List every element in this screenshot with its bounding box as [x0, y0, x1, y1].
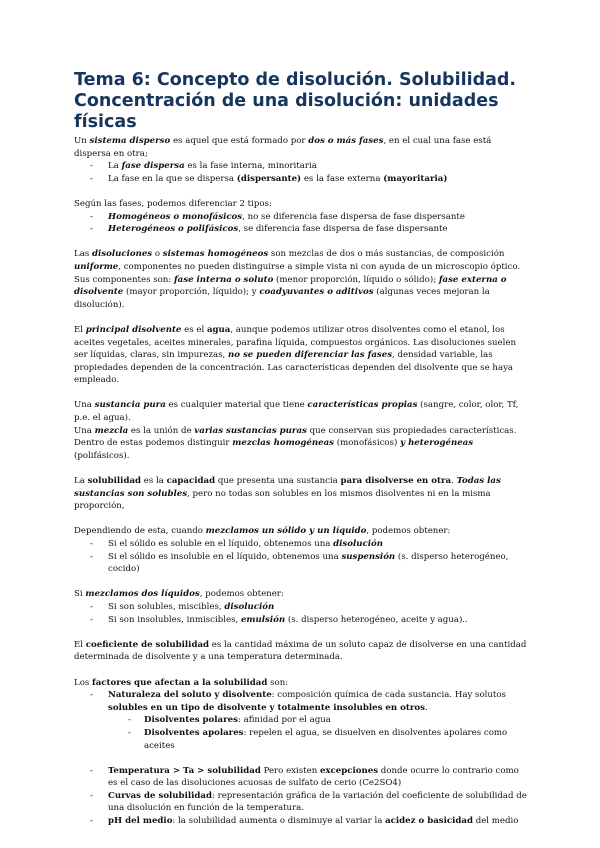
bold-term: disoluciones — [91, 249, 153, 260]
bold-term: coeficiente de solubilidad — [85, 639, 210, 650]
bold-term: pH del medio — [108, 816, 173, 827]
text: , no se diferencia fase dispersa de fase dispersante — [242, 211, 465, 222]
bold-term: Todas las sustancias son solubles — [74, 476, 501, 499]
bold-term: disolución — [224, 601, 275, 612]
paragraph-disolvente — [74, 324, 530, 387]
paragraph-coeficiente — [74, 639, 530, 664]
bold-term: dos o más fases — [308, 136, 384, 146]
bold-term: emulsión — [240, 614, 286, 625]
text: , pero no todas son solubles en los mismos disolventes ni en la misma proporción, — [74, 488, 491, 512]
list-item — [74, 173, 530, 186]
text: Pero existen — [260, 765, 320, 776]
text: : representación gráfica de la variación del coeficiente de solubilidad de una disolución en función de la temperatura. — [108, 790, 527, 814]
document-title — [74, 70, 530, 133]
bold-term: solubles en un tipo de disolvente y totalmente insolubles en otros — [108, 702, 425, 713]
list-tipos — [74, 211, 530, 236]
bold-term: y heterogéneas — [400, 438, 474, 449]
list-subitem — [74, 727, 530, 752]
list-solido-liquido — [74, 538, 530, 576]
text: , en el cual una fase está dispersa en otra; — [74, 136, 492, 159]
bold-term: para disolverse en otra — [340, 476, 452, 487]
text: Si el sólido es insoluble en el líquido, obtenemos una — [108, 551, 342, 562]
list-item — [74, 765, 530, 790]
bold-term: mezcla — [94, 425, 129, 436]
bold-term: agua — [206, 324, 231, 335]
paragraph-disoluciones — [74, 248, 530, 311]
list-item — [74, 815, 530, 828]
text: . — [424, 702, 428, 713]
text: , se diferencia fase dispersa de fase dispersante — [238, 224, 448, 235]
text: : la solubilidad aumenta o disminuye al variar la — [172, 816, 386, 827]
text: , aunque podemos utilizar otros disolventes como el etanol, los aceites vegetales, aceites minerales, parafina líquida, compuestos orgánicos. Las disoluciones suelen ser líquidas, claras, sin impurezas, — [74, 324, 516, 361]
paragraph-solubilidad — [74, 475, 530, 513]
list-item — [74, 551, 530, 576]
paragraph-factores — [74, 677, 530, 690]
text: . — [451, 476, 457, 487]
bold-term: fase dispersa — [121, 161, 185, 172]
bold-term: sistemas homogéneos — [162, 249, 269, 260]
bold-term: excepciones — [319, 765, 379, 776]
text: Dependiendo de esta, cuando — [74, 526, 206, 537]
text: que conservan sus propiedades características. Dentro de estas podemos distinguir — [74, 425, 517, 449]
paragraph-solido-liquido — [74, 525, 530, 538]
text: Si el sólido es soluble en el líquido, obtenemos una — [108, 539, 334, 549]
text: (s. disperso heterogéneo, aceite y agua).. — [285, 614, 468, 625]
bold-term: mezclamos un sólido y un líquido — [205, 526, 367, 537]
text: : afinidad por el agua — [237, 715, 331, 726]
text: es la cantidad máxima de un soluto capaz de disolverse en una cantidad determinada de disolvente y a una temperatura determinada. — [74, 639, 527, 663]
text: La — [108, 161, 122, 172]
text: Una — [74, 400, 95, 411]
bold-term: Curvas de solubilidad — [108, 790, 212, 801]
text: es la — [141, 476, 167, 487]
text: que presenta una sustancia — [215, 476, 341, 487]
text: Las — [74, 249, 92, 260]
text: Un — [74, 136, 90, 146]
list-subitem — [74, 714, 530, 727]
list-fases — [74, 160, 530, 185]
bold-term: sistema disperso — [89, 136, 171, 146]
text: Si son solubles, miscibles, — [108, 601, 225, 612]
bold-term: capacidad — [166, 476, 216, 487]
bold-term: solubilidad — [87, 476, 142, 487]
text: donde ocurre lo contrario como es el caso de las disoluciones acuosas de sulfato de cerio (Ce2SO4) — [108, 765, 519, 789]
text: La fase en la que se dispersa — [108, 173, 237, 184]
bold-term: Temperatura > Ta > solubilidad — [108, 765, 261, 776]
text: , componentes no pueden distinguirse a simple vista ni con ayuda de un microscopio óptico. Sus componentes son: — [74, 261, 521, 285]
text: (mayor proporción, líquido); y — [123, 287, 260, 298]
bold-term: principal disolvente — [85, 324, 182, 335]
text: es la fase interna, minoritaria — [184, 161, 317, 172]
bold-term: Disolventes polares — [144, 715, 238, 726]
text: , podemos obtener: — [366, 526, 451, 537]
text: Una — [74, 425, 95, 436]
text: es aquel que está formado por — [170, 136, 309, 146]
title-line-1: Tema 6: Concepto de disolución. Solubilidad. — [74, 70, 517, 90]
bold-term: disolución — [333, 539, 383, 549]
text: (algunas veces mejoran la disolución). — [74, 287, 490, 310]
bold-term: factores que afectan a la solubilidad — [92, 677, 268, 688]
text: La — [74, 476, 88, 487]
text: , podemos obtener: — [199, 589, 284, 600]
paragraph-mezcla — [74, 425, 530, 463]
list-item — [74, 211, 530, 224]
text: : repelen el agua, se disuelven en disolventes apolares como aceites — [144, 727, 508, 751]
text: El — [74, 324, 86, 335]
text: del medio — [472, 816, 519, 827]
text: (monofásicos) — [334, 438, 401, 449]
bold-term: suspensión — [341, 551, 396, 562]
text: son: — [267, 677, 289, 688]
bold-term: varias sustancias puras — [194, 425, 307, 436]
list-factores-2 — [74, 765, 530, 828]
text: (s. disperso heterogéneo, cocido) — [108, 551, 509, 575]
bold-term: uniforme — [74, 261, 119, 272]
text: (menor proporción, líquido o sólido); — [273, 274, 439, 285]
text: es la unión de — [128, 425, 195, 436]
bold-term: sustancia pura — [94, 400, 166, 411]
title-line-2: Concentración de una disolución: unidades físicas — [74, 91, 499, 132]
text: : composición química de cada sustancia. Hay solutos — [271, 690, 506, 701]
bold-term: mezclas homogéneas — [232, 438, 335, 449]
text: Si — [74, 589, 86, 600]
bold-term: (dispersante) — [236, 173, 302, 184]
bold-term: (mayoritaria) — [383, 173, 448, 184]
bold-term: acidez o basicidad — [385, 816, 473, 827]
list-item — [74, 689, 530, 714]
bold-term: mezclamos dos líquidos — [85, 589, 200, 600]
list-item — [74, 223, 530, 236]
bold-term: coadyuvantes o aditivos — [259, 287, 374, 298]
bold-term: características propias — [307, 400, 418, 411]
bold-term: no se pueden diferenciar las fases — [227, 350, 393, 361]
list-item — [74, 601, 530, 614]
list-dos-liquidos — [74, 601, 530, 626]
text: es cualquier material que tiene — [165, 400, 308, 411]
list-item — [74, 614, 530, 627]
text: es el — [181, 324, 207, 335]
list-factores — [74, 689, 530, 752]
text: son mezclas de dos o más sustancias, de composición — [268, 249, 505, 260]
paragraph-sustancia-pura — [74, 399, 530, 424]
list-item — [74, 790, 530, 815]
text: o — [152, 249, 163, 260]
text: Los — [74, 677, 93, 688]
bold-term: Naturaleza del soluto y disolvente — [108, 690, 272, 701]
bold-term: Homogéneos o monofásicos — [108, 211, 243, 222]
text: Si son insolubles, inmiscibles, — [108, 614, 241, 625]
list-item — [74, 160, 530, 173]
paragraph-dos-liquidos — [74, 588, 530, 601]
bold-term: Heterogéneos o polifásicos — [108, 224, 239, 235]
bold-term: fase externa o disolvente — [74, 274, 507, 298]
bold-term: fase interna o soluto — [173, 274, 274, 285]
paragraph-sistema-disperso — [74, 135, 530, 160]
text: (polifásicos). — [74, 450, 130, 461]
list-item — [74, 538, 530, 551]
text: (sangre, color, olor, Tf, p.e. el agua). — [74, 400, 519, 424]
text: El — [74, 639, 86, 650]
text: , densidad variable, las propiedades dependen de la concentración. Las características dependen del disolvente que se haya empleado. — [74, 350, 514, 386]
text: es la fase externa — [301, 173, 384, 184]
bold-term: Disolventes apolares — [144, 727, 244, 738]
paragraph-tipos: Según las fases, podemos diferenciar 2 tipos: — [74, 198, 272, 209]
